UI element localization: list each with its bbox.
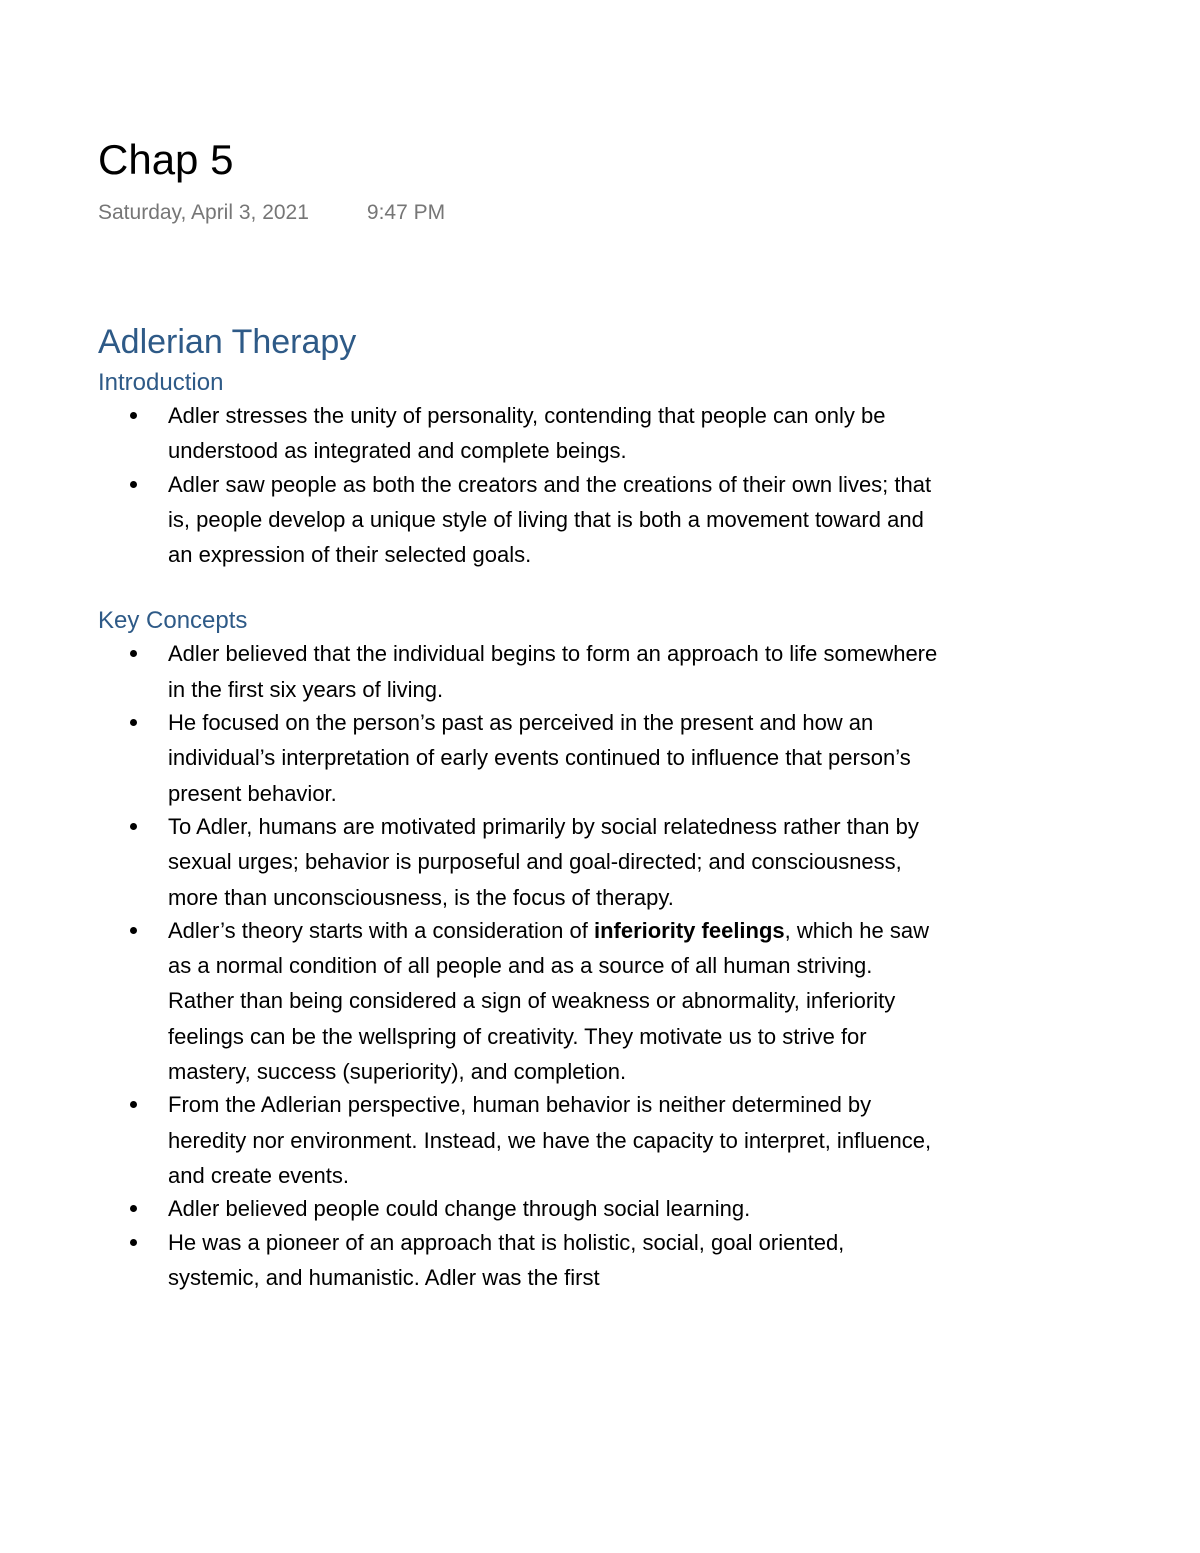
bullet-icon (130, 650, 137, 657)
key-concepts-heading: Key Concepts (98, 607, 248, 635)
bold-term: inferiority feelings (593, 917, 785, 943)
note-content[interactable] (98, 318, 938, 1295)
list-item (98, 398, 938, 469)
list-item-text: Adler believed people could change through social learning. (168, 1196, 751, 1222)
list-item (98, 1087, 938, 1193)
list-item (98, 1191, 938, 1226)
list-item (98, 467, 938, 573)
list-item-text: To Adler, humans are motivated primarily by social relatedness rather than by sexual urges; behavior is purposeful and goal-directed; and consciousness, more than unconsciousness, is the focus of therapy. (168, 813, 919, 910)
bullet-icon (130, 1239, 137, 1246)
bullet-icon (130, 1205, 137, 1212)
bullet-icon (130, 481, 137, 488)
introduction-heading: Introduction (98, 369, 224, 396)
note-date: Saturday, April 3, 2021 (98, 201, 309, 224)
bullet-icon (130, 927, 137, 934)
list-item (98, 705, 938, 811)
list-item-text: From the Adlerian perspective, human behavior is neither determined by heredity nor environment. Instead, we have the capacity to interpret, influence, and create events. (168, 1092, 932, 1188)
bullet-icon (130, 823, 137, 830)
list-item (98, 809, 938, 915)
note-timestamp (98, 198, 445, 228)
bullet-icon (130, 719, 137, 726)
list-item (98, 636, 938, 707)
list-item-text: Adler believed that the individual begins to form an approach to life somewhere in the first six years of living. (168, 641, 938, 702)
list-item-text-before: Adler’s theory starts with a consideration of (168, 917, 594, 943)
list-item (98, 1225, 938, 1296)
list-item-text: Adler saw people as both the creators and the creations of their own lives; that is, people develop a unique style of living that is both a movement toward and an expression of their selected goals. (168, 471, 932, 568)
bullet-icon (130, 1101, 137, 1108)
key-concepts-list (98, 636, 938, 1295)
list-item-text: He focused on the person’s past as perceived in the present and how an individual’s interpretation of early events continued to influence that person’s present behavior. (168, 710, 911, 806)
note-page (98, 0, 938, 1440)
page-title: Chap 5 (98, 136, 234, 183)
list-item-text-after: , which he saw as a normal condition of all people and as a source of all human striving. Rather than being considered a sign of weakness or abnormality, inferiority feelings can be the wellspring of creativity. They motivate us to strive for mastery, success (superiority), and completion. (168, 917, 929, 1085)
introduction-list (98, 398, 938, 572)
section-heading: Adlerian Therapy (98, 323, 357, 361)
list-item-text: He was a pioneer of an approach that is holistic, social, goal oriented, systemic, and humanistic. Adler was the first (168, 1229, 845, 1290)
bullet-icon (130, 412, 137, 419)
note-time: 9:47 PM (366, 201, 446, 224)
list-item-text: Adler stresses the unity of personality, contending that people can only be understood as integrated and complete beings. (168, 403, 886, 464)
list-item (98, 913, 938, 1089)
